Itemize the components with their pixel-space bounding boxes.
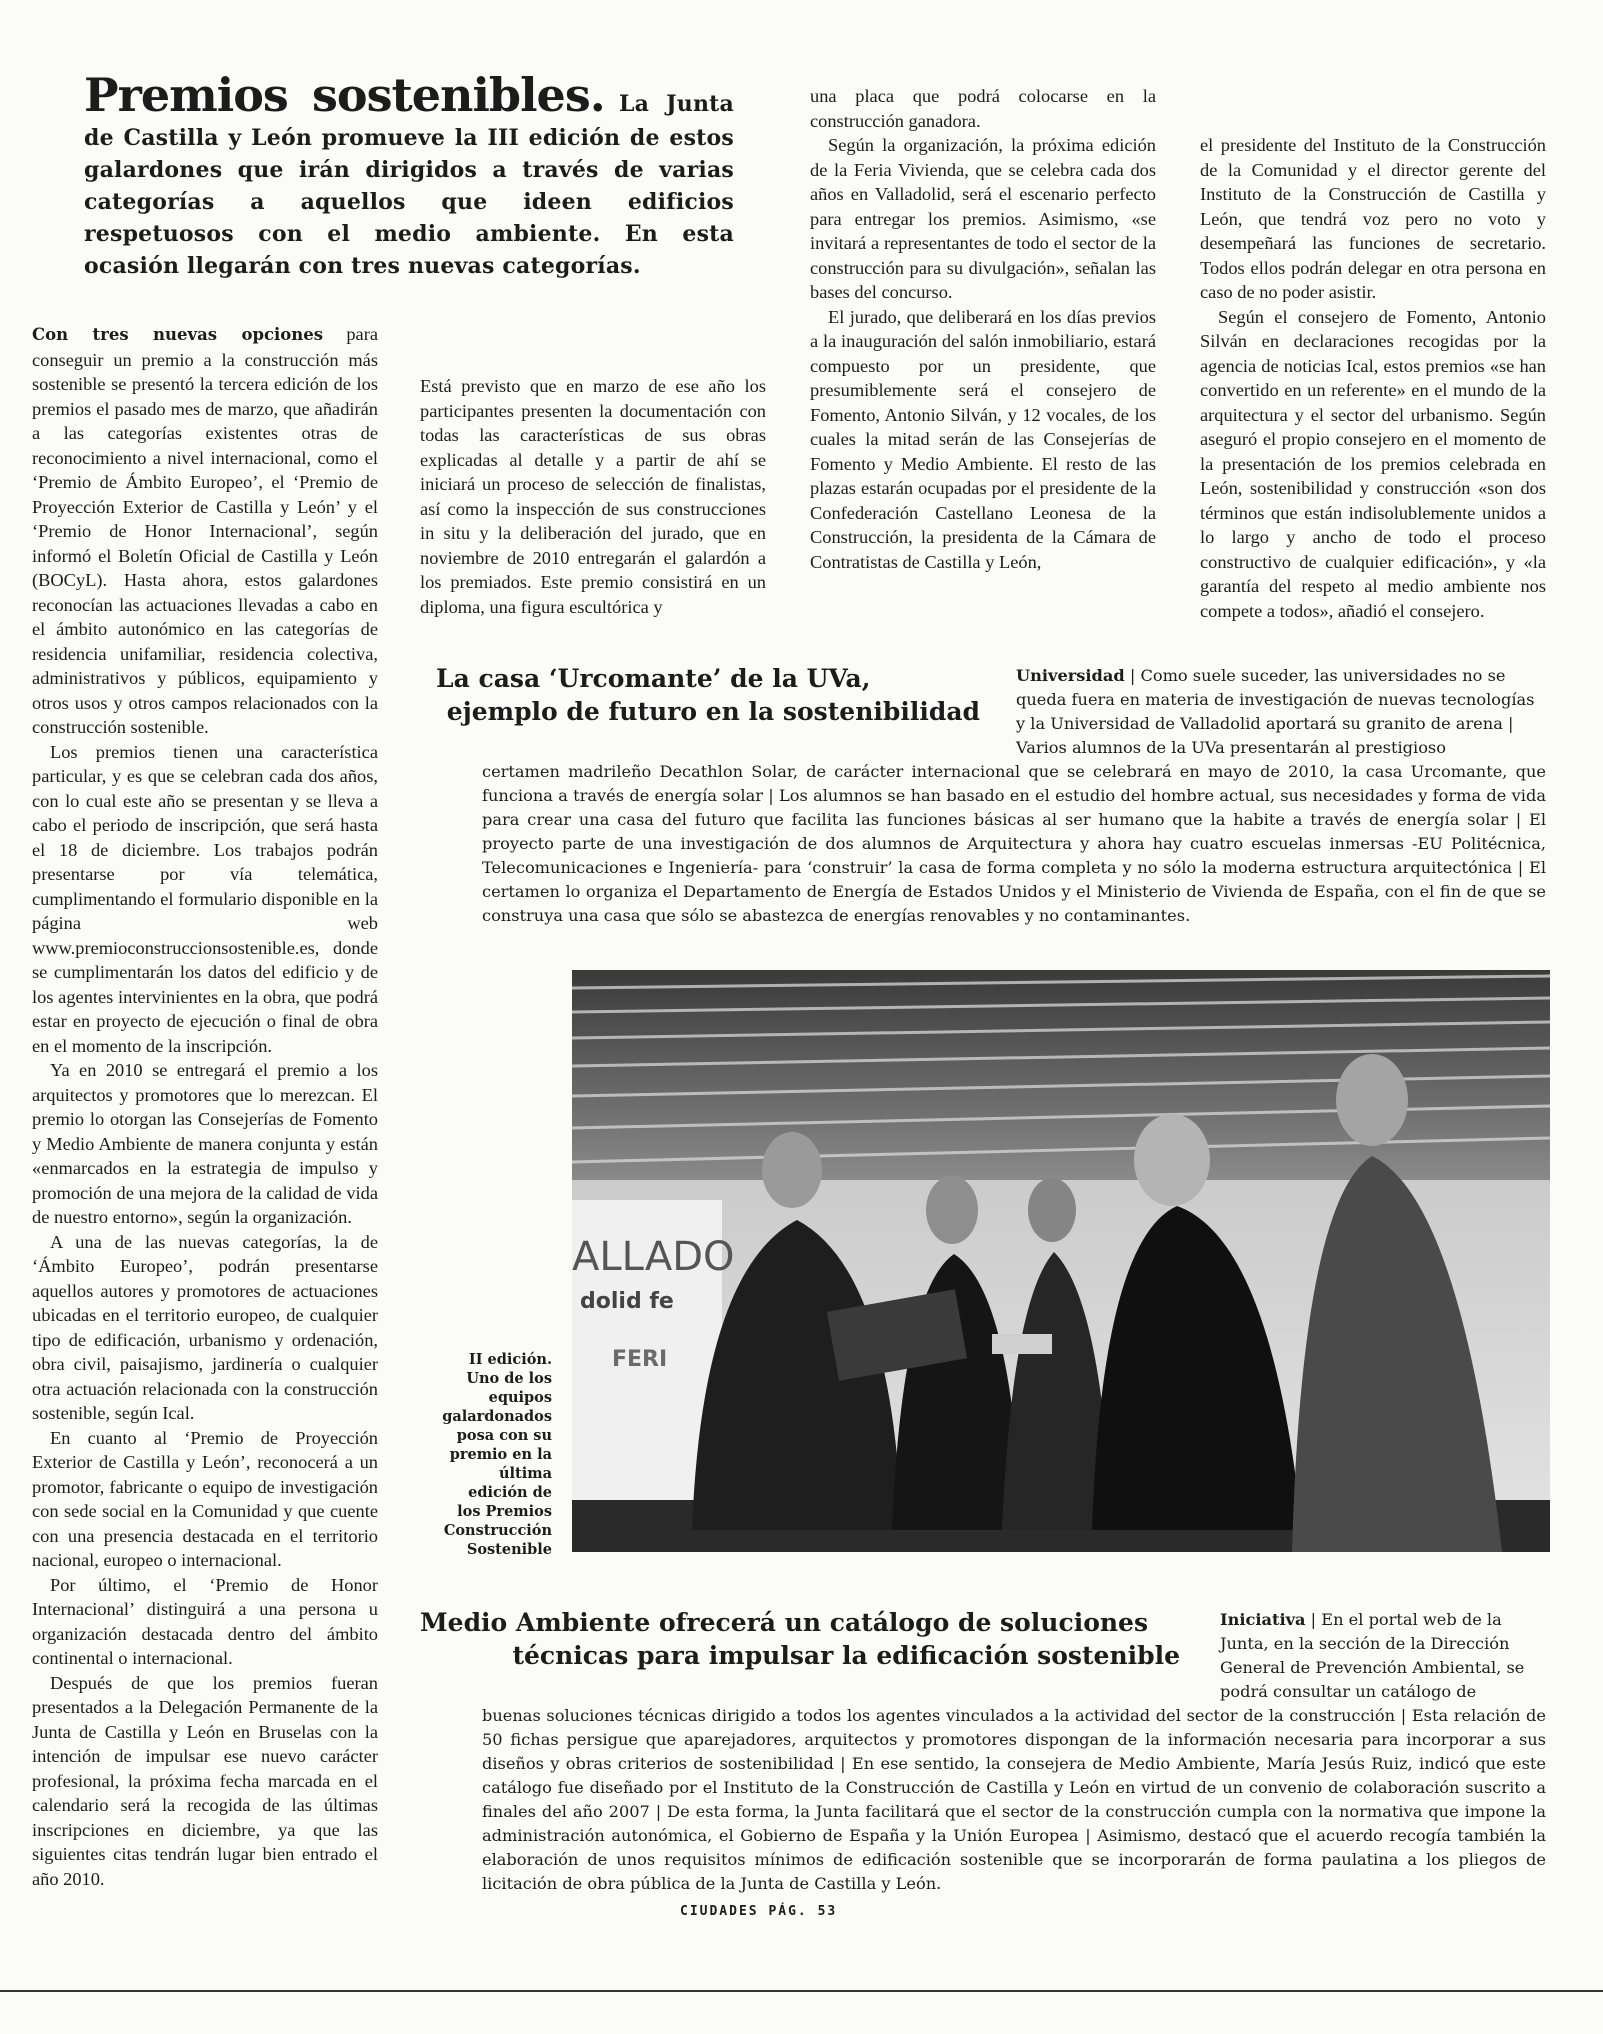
paragraph: A una de las nuevas categorías, la de ‘Ámbito Europeo’, podrán presentarse aquellos autores y promotores de actuaciones ubicadas en el territorio europeo, de cualquier tipo de edificación, urbanismo y ordenación, obra civil, paisajismo, jardinería o cualquier otra actuación relacionada con la construcción sostenible, según Ical. [32,1231,378,1423]
banner-subtext: dolid fe [580,1289,674,1314]
article-column-2 [420,374,766,619]
headline-block [84,68,734,282]
brief-catalogo-title: Medio Ambiente ofrecerá un catálogo de soluciones técnicas para impulsar la edificación sostenible [420,1608,1180,1670]
article-column-4 [1200,133,1546,623]
banner-fer-text: FERI [612,1347,668,1372]
paragraph: Después de que los premios fueran presentados a la Delegación Permanente de la Junta de Castilla y León en Bruselas con la intención de impulsar ese nuevo carácter profesional, la próxima fecha marcada en el calendario será la recogida de las últimas inscripciones en diciembre, ya que las siguientes citas tendrán lugar bien entrado el año 2010. [32,1672,378,1889]
award-photo [572,970,1550,1552]
paragraph: El jurado, que deliberará en los días previos a la inauguración del salón inmobiliario, estará compuesto por un presidente, que presumiblemente será el consejero de Fomento, Antonio Silván, y 12 vocales, de los cuales la mitad serán de las Consejerías de Fomento y Medio Ambiente. El resto de las plazas estarán ocupadas por el presidente de la Confederación Castellano Leonesa de la Construcción, la presidenta de la Cámara de Contratistas de Castilla y León, [810,306,1156,572]
brief-catalogo-text-top: Iniciativa | En el portal web de la Junta, en la sección de la Dirección General de Prevención Ambiental, se podrá consultar un catálogo de [1220,1610,1525,1701]
brief-catalogo-text: buenas soluciones técnicas dirigido a todos los agentes vinculados a la actividad del sector de la construcción | Esta relación de 50 fichas persigue que aparejadores, arquitectos y promotores dispongan de la información necesaria para incorporar a sus diseños y obras criterios de sostenibilidad | En ese sentido, la consejera de Medio Ambiente, María Jesús Ruiz, indicó que este catálogo fue diseñado por el Instituto de la Construcción de Castilla y León en virtud de un convenio de colaboración suscrito a finales del año 2007 | De esta forma, la Junta facilitará que el sector de la construcción cumpla con la normativa que impone la administración autonómica, el Gobierno de España y la Unión Europea | Asimismo, destacó que el acuerdo recogía también la elaboración de unos requisitos mínimos de edificación sostenible que se incorporarán de forma paulatina a los pliegos de licitación de obra pública de la Junta de Castilla y León. [482,1706,1546,1893]
article-column-1 [32,322,378,1891]
paragraph: Los premios tienen una característica particular, y es que se celebran cada dos años, con lo cual este año se presentan y se lleva a cabo el periodo de inscripción, que será hasta el 18 de diciembre. Los trabajos podrán presentarse por vía telemática, cumplimentando el formulario disponible en la página web www.premioconstruccionsostenible.es, donde se cumplimentarán los datos del edificio y de los agentes intervinientes en la obra, que podrá estar en proyecto de ejecución o final de obra en el momento de la inscripción. [32,741,378,1056]
banner-text: ALLADO [572,1234,735,1280]
lead-in: Con tres nuevas opciones [32,325,324,344]
kicker: Iniciativa [1220,1610,1306,1629]
photo-caption: II edición. Uno de los equipos galardonados posa con su premio en la última edición de los Premios Construcción Sostenible [442,1351,552,1558]
paragraph: Ya en 2010 se entregará el premio a los arquitectos y promotores que lo merezcan. El premio lo otorgan las Consejerías de Fomento y Medio Ambiente de manera conjunta y están «enmarcados en la estrategia de impulso y promoción de una mejora de la calidad de vida de nuestro entorno», según la organización. [32,1060,378,1227]
paragraph: En cuanto al ‘Premio de Proyección Exterior de Castilla y León’, reconocerá a un promotor, fabricante o equipo de investigación con sede social en la Comunidad y que cuente con una presencia destacada en el territorio nacional, europeo o internacional. [32,1427,378,1570]
paragraph: el presidente del Instituto de la Construcción de la Comunidad y el director gerente del Instituto de la Construcción de Castilla y León, que tendrá voz pero no voto y desempeñará las funciones de secretario. Todos ellos podrán delegar en otra persona en caso de no poder asistir. [1200,135,1546,302]
brief-urcomante-title: La casa ‘Urcomante’ de la UVa, ejemplo de futuro en la sostenibilidad [436,664,980,726]
paragraph: Con tres nuevas opciones para conseguir un premio a la construcción más sostenible se presentó la tercera edición de los premios el pasado mes de marzo, que añadirán a las categorías existentes otras de reconocimiento a nivel internacional, como el ‘Premio de Ámbito Europeo’, el ‘Premio de Proyección Exterior de Castilla y León’ y el ‘Premio de Honor Internacional’, según informó el Boletín Oficial de Castilla y León (BOCyL). Hasta ahora, estos galardones reconocían las actuaciones llevadas a cabo en el ámbito autonómico en las categorías de residencia unifamiliar, residencia colectiva, administrativos y públicos, equipamiento y otros usos y otros campos relacionados con la construcción sostenible. [32,324,378,737]
paragraph: Está previsto que en marzo de ese año los participantes presenten la documentación con todas las características de sus obras explicadas al detalle y a partir de ahí se iniciará un proceso de selección de finalistas, así como la inspección de sus construcciones in situ y la deliberación del jurado, que en noviembre de 2010 entregarán el galardón a los premiados. Este premio consistirá en un diploma, una figura escultórica y [420,376,766,617]
paragraph: Según la organización, la próxima edición de la Feria Vivienda, que se celebra cada dos años en Valladolid, será el escenario perfecto para entregar los premios. Asimismo, «se invitará a representantes de todo el sector de la construcción para su divulgación», señalan las bases del concurso. [810,135,1156,302]
headline-title: Premios sostenibles. [84,68,605,122]
paragraph: Según el consejero de Fomento, Antonio Silván en declaraciones recogidas por la agencia de noticias Ical, estos premios «se han convertido en un referente» en el mundo de la arquitectura y el sector del urbanismo. Según aseguró el propio consejero en el momento de la presentación de los premios celebrada en León, sostenibilidad y construcción «son dos términos que están indisolublemente unidos a lo largo y ancho de todo el proceso constructivo de cualquier edificación», y «la garantía del respeto al medio ambiente nos compete a todos», añadió el consejero. [1200,306,1546,621]
brief-urcomante-text-top: Universidad | Como suele suceder, las universidades no se queda fuera en materia de investigación de nuevas tecnologías y la Universidad de Valladolid aportará su granito de arena | Varios alumnos de la UVa presentarán al prestigioso [1016,666,1535,757]
award-ceremony-image [572,970,1550,1552]
kicker: Universidad [1016,666,1125,685]
footer-rule [0,1990,1603,1992]
page-footer: CIUDADES PÁG. 53 [680,1904,838,1919]
paragraph: una placa que podrá colocarse en la construcción ganadora. [810,86,1156,131]
paragraph: Por último, el ‘Premio de Honor Internacional’ distinguirá a una persona u organización destacada dentro del ámbito continental o internacional. [32,1574,378,1668]
article-column-3 [810,84,1156,574]
headline-deck: La Junta de Castilla y León promueve la III edición de estos galardones que irán dirigidos a través de varias categorías a aquellos que ideen edificios respetuosos con el medio ambiente. En esta ocasión llegarán con tres nuevas categorías. [84,91,734,279]
brief-urcomante-text: certamen madrileño Decathlon Solar, de carácter internacional que se celebrará en mayo de 2010, la casa Urcomante, que funciona a través de energía solar | Los alumnos se han basado en el estudio del hombre actual, sus necesidades y forma de vida para crear una casa del futuro que facilita las funciones básicas al ser humano que la habite a través de energía solar | El proyecto parte de una investigación de dos alumnos de Arquitectura y ahora hay cuatro escuelas inmersas -EU Politécnica, Telecomunicaciones e Ingeniería- para ‘construir’ la casa de forma completa y no sólo la moderna estructura arquitectónica | El certamen lo organiza el Departamento de Energía de Estados Unidos y el Ministerio de Vivienda de España, con el fin de que se construya una casa que sólo se abastezca de energías renovables y no contaminantes. [482,762,1546,925]
